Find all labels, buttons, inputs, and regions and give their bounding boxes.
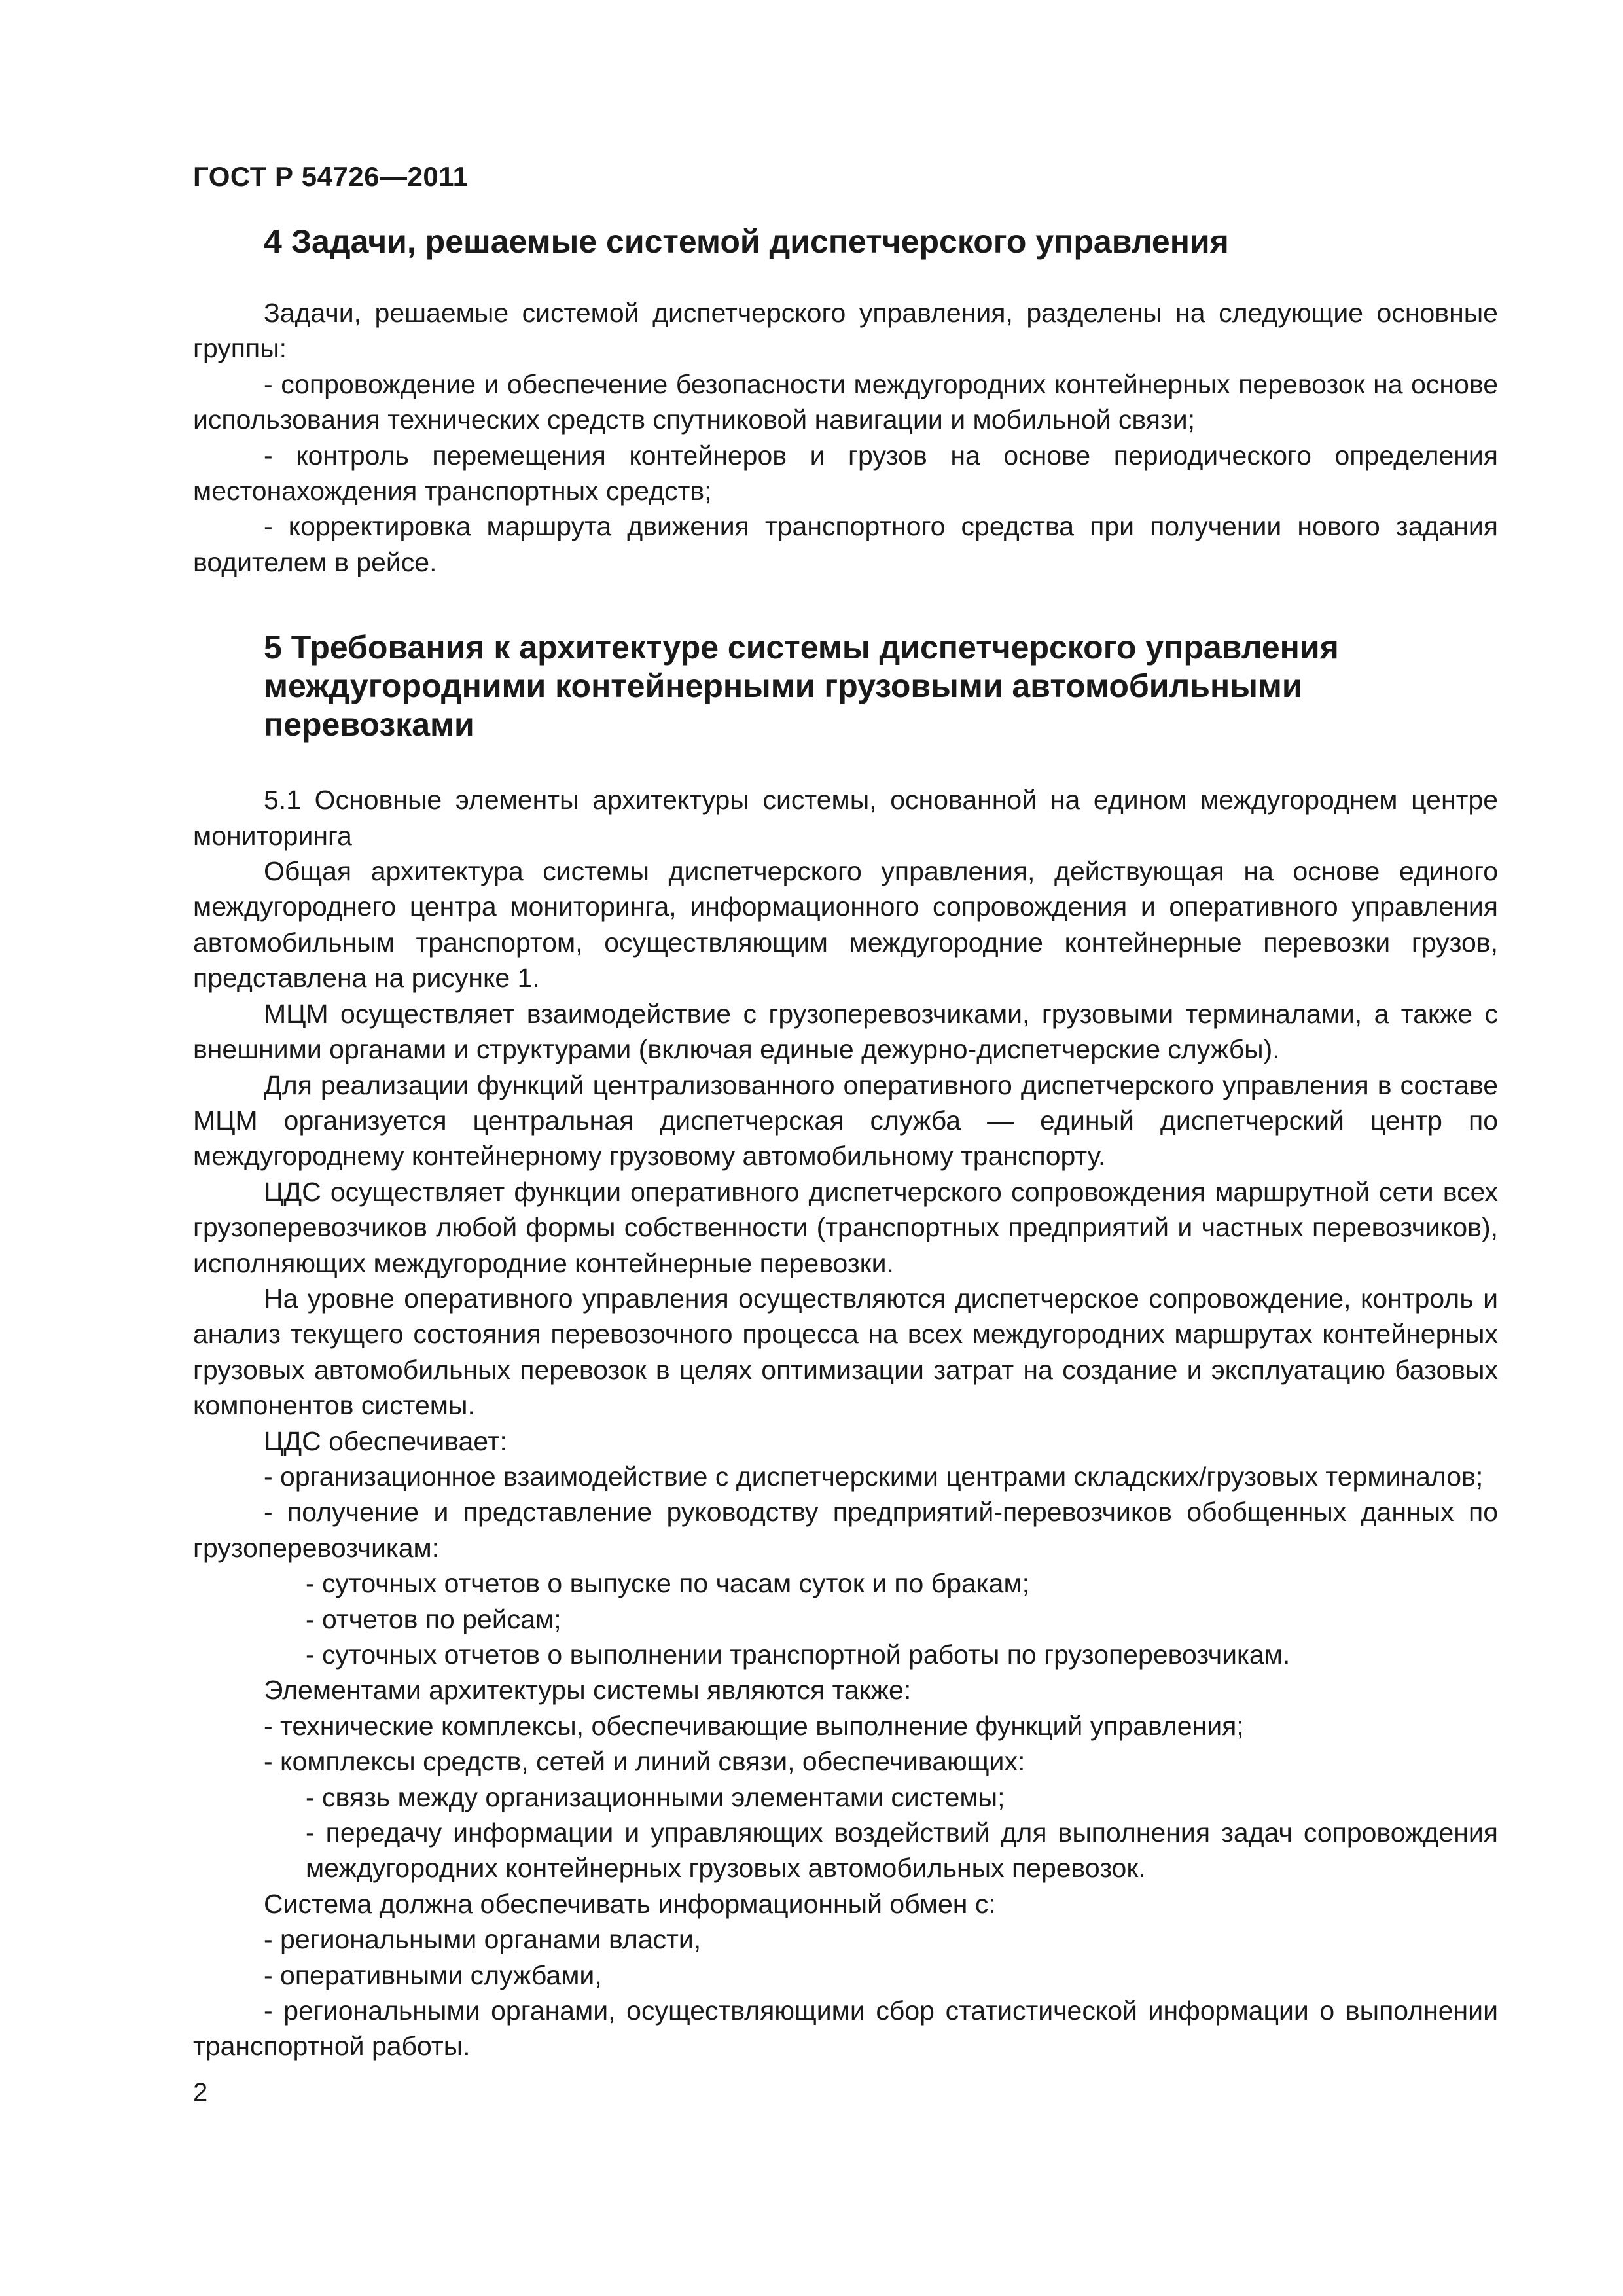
- list-item: - организационное взаимодействие с диспетчерскими центрами складских/грузовых терминалов;: [264, 1461, 1484, 1492]
- paragraph: Общая архитектура системы диспетчерского управления, действующая на основе единого междугороднего центра мониторинга, информационного сопровождения и оперативного управления автомобильным транспортом, осуществляющим междугородние контейнерные перевозки грузов, представлена на рисунке 1.: [193, 856, 1498, 994]
- nested-list-item: - суточных отчетов о выпуске по часам суток и по бракам;: [306, 1568, 1030, 1599]
- paragraph: Система должна обеспечивать информационный обмен с:: [264, 1888, 996, 1919]
- list-item: - оперативными службами,: [264, 1960, 602, 1990]
- nested-list-item: - отчетов по рейсам;: [306, 1604, 562, 1634]
- paragraph: ЦДС осуществляет функции оперативного диспетчерского сопровождения маршрутной сети всех грузоперевозчиков любой формы собственности (транспортных предприятий и частных перевозчиков), исполняющих междугородние контейнерные перевозки.: [193, 1176, 1498, 1278]
- nested-list-item: - передачу информации и управляющих воздействий для выполнения задач сопровождения междугородних контейнерных грузовых автомобильных перевозок.: [306, 1818, 1498, 1884]
- list-item: - контроль перемещения контейнеров и грузов на основе периодического определения местонахождения транспортных средств;: [193, 440, 1498, 507]
- list-item: - технические комплексы, обеспечивающие выполнение функций управления;: [264, 1710, 1244, 1741]
- section-5-heading: 5 Требования к архитектуре системы диспетчерского управления междугородними контейнерными грузовыми автомобильными перевозками: [264, 629, 1339, 744]
- section-4-heading: 4 Задачи, решаемые системой диспетчерского управления: [264, 223, 1229, 260]
- page-number: 2: [193, 2078, 208, 2107]
- paragraph: Элементами архитектуры системы являются также:: [264, 1675, 912, 1706]
- subsection-title: 5.1 Основные элементы архитектуры системы, основанной на едином междугороднем центре мониторинга: [193, 785, 1498, 851]
- list-item: - комплексы средств, сетей и линий связи, обеспечивающих:: [264, 1746, 1026, 1777]
- paragraph: На уровне оперативного управления осуществляются диспетчерское сопровождение, контроль и анализ текущего состояния перевозочного процесса на всех междугородних маршрутах контейнерных грузовых автомобильных перевозок в целях оптимизации затрат на создание и эксплуатацию базовых компонентов системы.: [193, 1283, 1498, 1421]
- paragraph: Задачи, решаемые системой диспетчерского управления, разделены на следующие основные группы:: [193, 298, 1498, 364]
- nested-list-item: - суточных отчетов о выполнении транспортной работы по грузоперевозчикам.: [306, 1640, 1291, 1670]
- list-item: - корректировка маршрута движения транспортного средства при получении нового задания водителем в рейсе.: [193, 511, 1498, 577]
- paragraph: Для реализации функций централизованного оперативного диспетчерского управления в составе МЦМ организуется центральная диспетчерская служба — единый диспетчерский центр по междугороднему контейнерному грузовому автомобильному транспорту.: [193, 1069, 1498, 1172]
- document-code: ГОСТ Р 54726—2011: [193, 161, 469, 192]
- list-item: - региональными органами власти,: [264, 1924, 702, 1955]
- list-item: - сопровождение и обеспечение безопасности междугородних контейнерных перевозок на основе использования технических средств спутниковой навигации и мобильной связи;: [193, 368, 1498, 435]
- paragraph: ЦДС обеспечивает:: [264, 1426, 507, 1456]
- list-item: - получение и представление руководству предприятий-перевозчиков обобщенных данных по грузоперевозчикам:: [193, 1497, 1498, 1563]
- paragraph: МЦМ осуществляет взаимодействие с грузоперевозчиками, грузовыми терминалами, а также с внешними органами и структурами (включая единые дежурно-диспетчерские службы).: [193, 998, 1498, 1065]
- nested-list-item: - связь между организационными элементами системы;: [306, 1782, 1005, 1812]
- list-item: - региональными органами, осуществляющими сбор статистической информации о выполнении транспортной работы.: [193, 1996, 1498, 2062]
- document-body: [193, 223, 1498, 2064]
